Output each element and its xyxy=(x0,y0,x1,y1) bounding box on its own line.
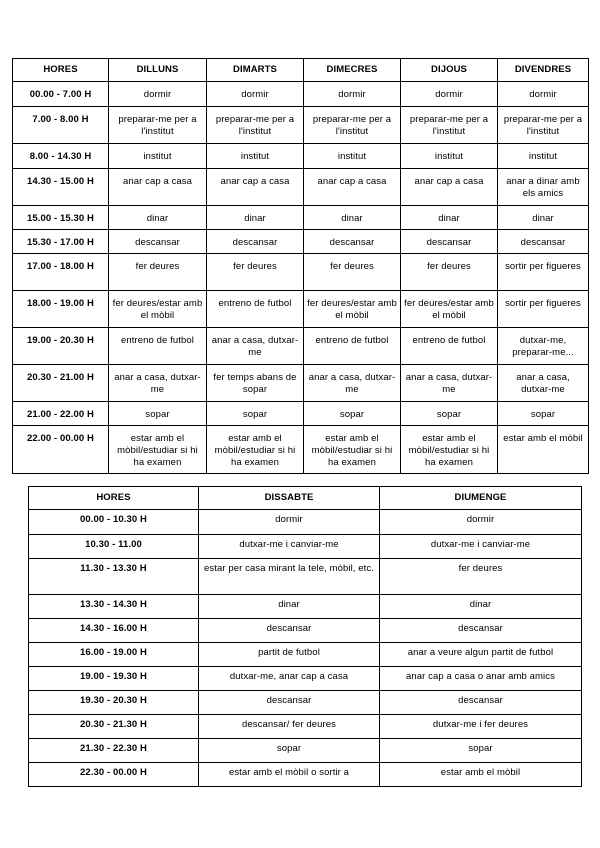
header-diumenge: DIUMENGE xyxy=(380,487,582,510)
activity-cell: sortir per figueres xyxy=(498,291,589,328)
table-row xyxy=(13,230,589,254)
activity-cell: anar a casa, dutxar-me xyxy=(401,365,498,402)
activity-cell: anar cap a casa xyxy=(109,169,207,206)
activity-cell: institut xyxy=(207,144,304,169)
activity-cell: dinar xyxy=(109,206,207,230)
header-hores: HORES xyxy=(29,487,199,510)
activity-cell: descansar xyxy=(401,230,498,254)
activity-cell: descansar xyxy=(207,230,304,254)
activity-cell: dinar xyxy=(207,206,304,230)
time-slot-cell: 00.00 - 7.00 H xyxy=(13,82,109,107)
time-slot-cell: 19.00 - 19.30 H xyxy=(29,667,199,691)
time-slot-cell: 20.30 - 21.00 H xyxy=(13,365,109,402)
time-slot-cell: 15.30 - 17.00 H xyxy=(13,230,109,254)
activity-cell: institut xyxy=(304,144,401,169)
activity-cell: estar amb el mòbil/estudiar si hi ha examen xyxy=(401,426,498,474)
activity-cell: sopar xyxy=(207,402,304,426)
weekday-body xyxy=(13,82,589,474)
activity-cell: estar per casa mirant la tele, mòbil, etc. xyxy=(199,559,380,595)
table-row xyxy=(13,328,589,365)
activity-cell: anar cap a casa xyxy=(401,169,498,206)
table-row xyxy=(13,254,589,291)
activity-cell: preparar-me per a l'institut xyxy=(207,107,304,144)
table-row xyxy=(29,643,582,667)
activity-cell: dormir xyxy=(498,82,589,107)
weekend-header xyxy=(29,487,582,510)
activity-cell: sopar xyxy=(401,402,498,426)
activity-cell: dormir xyxy=(304,82,401,107)
activity-cell: dormir xyxy=(401,82,498,107)
table-row xyxy=(13,169,589,206)
header-divendres: DIVENDRES xyxy=(498,59,589,82)
activity-cell: descansar xyxy=(199,619,380,643)
table-row xyxy=(29,691,582,715)
activity-cell: dormir xyxy=(109,82,207,107)
table-row xyxy=(29,559,582,595)
activity-cell: descansar xyxy=(199,691,380,715)
activity-cell: anar cap a casa xyxy=(207,169,304,206)
weekday-header-row xyxy=(13,59,589,82)
activity-cell: fer deures xyxy=(109,254,207,291)
activity-cell: anar a casa, dutxar-me xyxy=(498,365,589,402)
time-slot-cell: 18.00 - 19.00 H xyxy=(13,291,109,328)
time-slot-cell: 11.30 - 13.30 H xyxy=(29,559,199,595)
activity-cell: preparar-me per a l'institut xyxy=(401,107,498,144)
activity-cell: fer deures xyxy=(380,559,582,595)
time-slot-cell: 22.30 - 00.00 H xyxy=(29,763,199,787)
activity-cell: estar amb el mòbil/estudiar si hi ha examen xyxy=(304,426,401,474)
activity-cell: descansar xyxy=(498,230,589,254)
activity-cell: dutxar-me i canviar-me xyxy=(199,535,380,559)
activity-cell: sopar xyxy=(304,402,401,426)
activity-cell: preparar-me per a l'institut xyxy=(498,107,589,144)
time-slot-cell: 21.30 - 22.30 H xyxy=(29,739,199,763)
time-slot-cell: 14.30 - 16.00 H xyxy=(29,619,199,643)
activity-cell: descansar xyxy=(380,619,582,643)
activity-cell: dutxar-me i fer deures xyxy=(380,715,582,739)
time-slot-cell: 21.00 - 22.00 H xyxy=(13,402,109,426)
table-row xyxy=(29,619,582,643)
activity-cell: institut xyxy=(401,144,498,169)
time-slot-cell: 8.00 - 14.30 H xyxy=(13,144,109,169)
time-slot-cell: 7.00 - 8.00 H xyxy=(13,107,109,144)
activity-cell: fer deures/estar amb el mòbil xyxy=(304,291,401,328)
table-row xyxy=(29,667,582,691)
activity-cell: estar amb el mòbil/estudiar si hi ha examen xyxy=(207,426,304,474)
table-row xyxy=(13,365,589,402)
time-slot-cell: 14.30 - 15.00 H xyxy=(13,169,109,206)
table-row xyxy=(29,510,582,535)
table-row xyxy=(29,595,582,619)
time-slot-cell: 19.00 - 20.30 H xyxy=(13,328,109,365)
activity-cell: estar amb el mòbil xyxy=(380,763,582,787)
activity-cell: fer deures xyxy=(207,254,304,291)
table-row xyxy=(13,402,589,426)
activity-cell: entreno de futbol xyxy=(207,291,304,328)
header-dilluns: DILLUNS xyxy=(109,59,207,82)
activity-cell: dutxar-me, anar cap a casa xyxy=(199,667,380,691)
activity-cell: entreno de futbol xyxy=(109,328,207,365)
activity-cell: dormir xyxy=(199,510,380,535)
time-slot-cell: 20.30 - 21.30 H xyxy=(29,715,199,739)
time-slot-cell: 10.30 - 11.00 xyxy=(29,535,199,559)
activity-cell: descansar xyxy=(109,230,207,254)
table-row xyxy=(13,206,589,230)
activity-cell: institut xyxy=(109,144,207,169)
header-dimarts: DIMARTS xyxy=(207,59,304,82)
activity-cell: anar a casa, dutxar-me xyxy=(304,365,401,402)
activity-cell: anar a casa, dutxar-me xyxy=(207,328,304,365)
activity-cell: entreno de futbol xyxy=(304,328,401,365)
weekend-header-row xyxy=(29,487,582,510)
header-hores: HORES xyxy=(13,59,109,82)
time-slot-cell: 22.00 - 00.00 H xyxy=(13,426,109,474)
header-dissabte: DISSABTE xyxy=(199,487,380,510)
weekend-schedule-table xyxy=(28,486,582,787)
activity-cell: sopar xyxy=(109,402,207,426)
time-slot-cell: 13.30 - 14.30 H xyxy=(29,595,199,619)
activity-cell: fer deures/estar amb el mòbil xyxy=(109,291,207,328)
weekday-schedule-table xyxy=(12,58,589,474)
activity-cell: descansar/ fer deures xyxy=(199,715,380,739)
activity-cell: anar a veure algun partit de futbol xyxy=(380,643,582,667)
time-slot-cell: 15.00 - 15.30 H xyxy=(13,206,109,230)
activity-cell: anar cap a casa o anar amb amics xyxy=(380,667,582,691)
activity-cell: dutxar-me, preparar-me... xyxy=(498,328,589,365)
time-slot-cell: 17.00 - 18.00 H xyxy=(13,254,109,291)
activity-cell: dormir xyxy=(207,82,304,107)
activity-cell: preparar-me per a l'institut xyxy=(304,107,401,144)
table-row xyxy=(29,535,582,559)
activity-cell: institut xyxy=(498,144,589,169)
activity-cell: estar amb el mòbil/estudiar si hi ha examen xyxy=(109,426,207,474)
activity-cell: dinar xyxy=(380,595,582,619)
activity-cell: dinar xyxy=(304,206,401,230)
activity-cell: partit de futbol xyxy=(199,643,380,667)
activity-cell: entreno de futbol xyxy=(401,328,498,365)
activity-cell: anar a dinar amb els amics xyxy=(498,169,589,206)
activity-cell: fer deures xyxy=(401,254,498,291)
activity-cell: estar amb el mòbil o sortir a xyxy=(199,763,380,787)
table-row xyxy=(13,426,589,474)
table-row xyxy=(13,107,589,144)
activity-cell: estar amb el mòbil xyxy=(498,426,589,474)
activity-cell: dutxar-me i canviar-me xyxy=(380,535,582,559)
header-dimecres: DIMECRES xyxy=(304,59,401,82)
time-slot-cell: 16.00 - 19.00 H xyxy=(29,643,199,667)
activity-cell: sopar xyxy=(498,402,589,426)
header-dijous: DIJOUS xyxy=(401,59,498,82)
activity-cell: dinar xyxy=(199,595,380,619)
activity-cell: dinar xyxy=(401,206,498,230)
activity-cell: dinar xyxy=(498,206,589,230)
activity-cell: sopar xyxy=(199,739,380,763)
table-row xyxy=(29,715,582,739)
table-row xyxy=(29,739,582,763)
activity-cell: sopar xyxy=(380,739,582,763)
time-slot-cell: 19.30 - 20.30 H xyxy=(29,691,199,715)
activity-cell: fer temps abans de sopar xyxy=(207,365,304,402)
table-row xyxy=(13,144,589,169)
table-row xyxy=(13,291,589,328)
activity-cell: fer deures/estar amb el mòbil xyxy=(401,291,498,328)
activity-cell: anar a casa, dutxar-me xyxy=(109,365,207,402)
weekend-body xyxy=(29,510,582,787)
time-slot-cell: 00.00 - 10.30 H xyxy=(29,510,199,535)
activity-cell: dormir xyxy=(380,510,582,535)
activity-cell: fer deures xyxy=(304,254,401,291)
activity-cell: descansar xyxy=(380,691,582,715)
table-row xyxy=(13,82,589,107)
activity-cell: preparar-me per a l'institut xyxy=(109,107,207,144)
table-row xyxy=(29,763,582,787)
activity-cell: anar cap a casa xyxy=(304,169,401,206)
activity-cell: descansar xyxy=(304,230,401,254)
weekday-header xyxy=(13,59,589,82)
activity-cell: sortir per figueres xyxy=(498,254,589,291)
